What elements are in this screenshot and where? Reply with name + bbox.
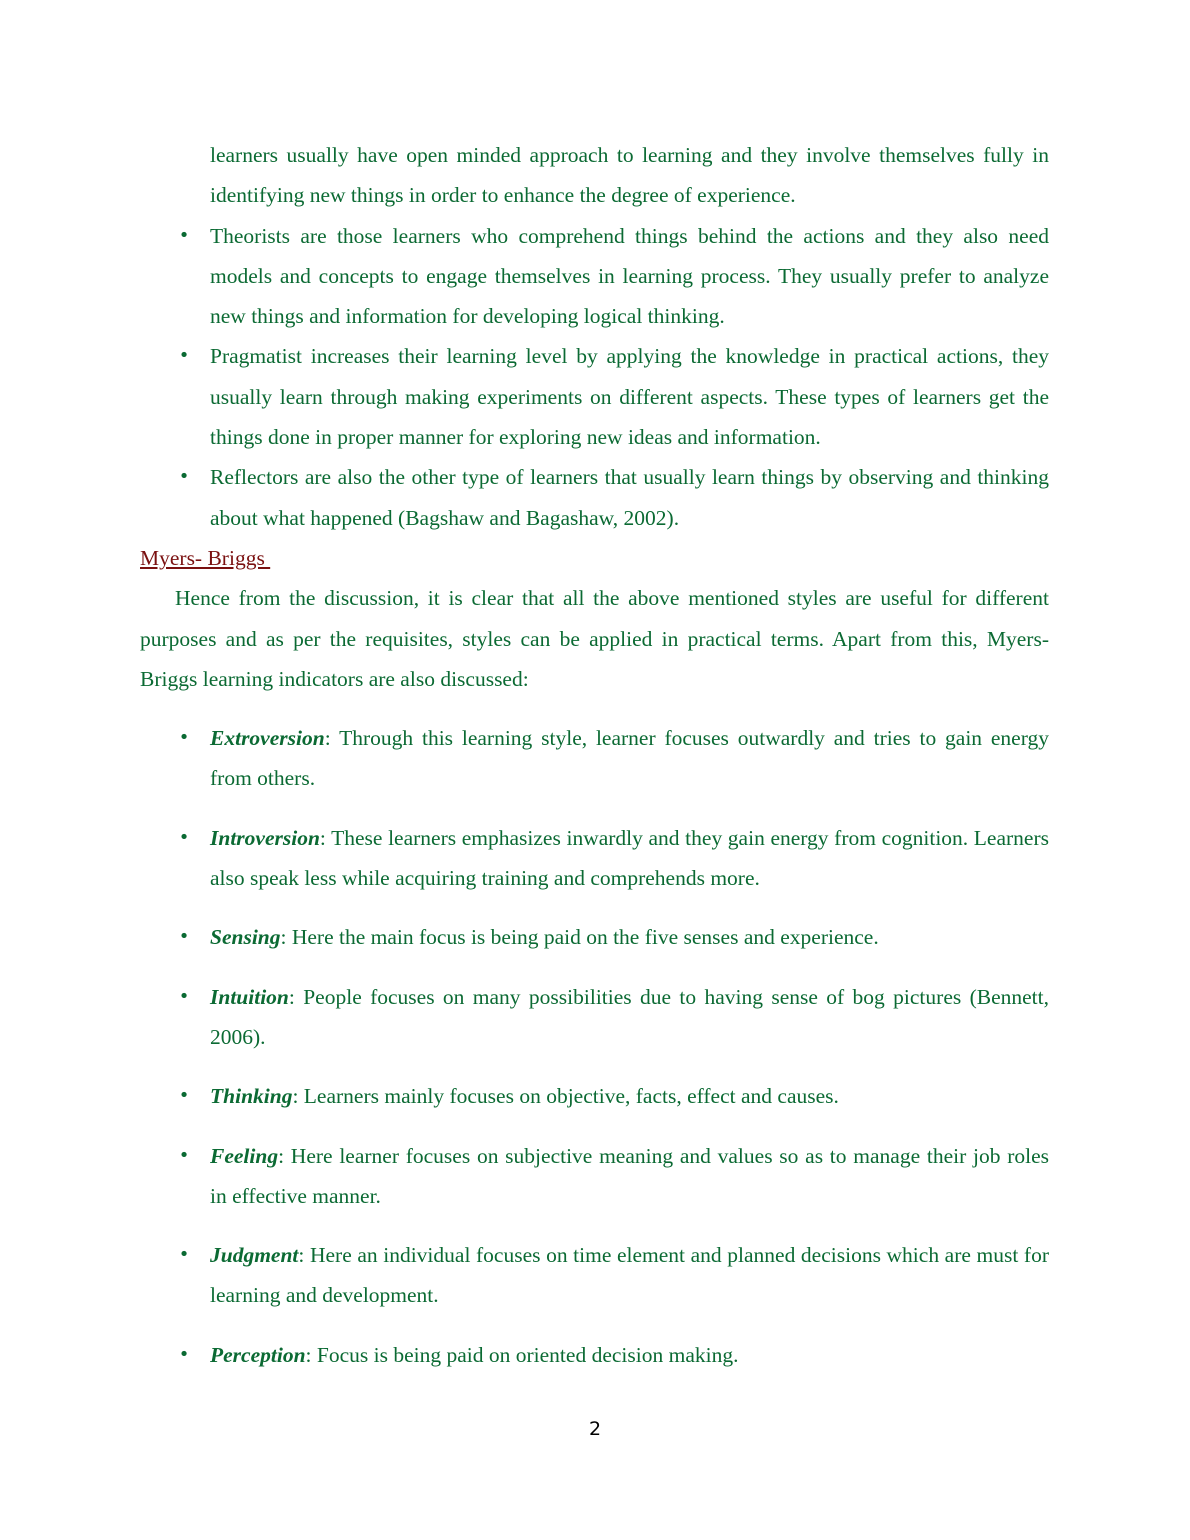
bullet-icon: • <box>178 224 190 246</box>
list-item-text: Theorists are those learners who comprehend things behind the actions and they also need models and concepts to engage themselves in learning process. They usually prefer to analyze new things and information for developing logical thinking. <box>210 223 1049 329</box>
bullet-icon: • <box>178 826 190 848</box>
document-page <box>140 135 1049 1394</box>
bullet-icon: • <box>178 1144 190 1166</box>
learning-styles-list <box>140 216 1049 538</box>
bullet-icon: • <box>178 926 190 948</box>
myers-briggs-list <box>140 718 1049 1375</box>
list-item-text: Reflectors are also the other type of learners that usually learn things by observing and thinking about what happened (Bagshaw and Bagashaw, 2002). <box>210 465 1049 530</box>
term-description: : People focuses on many possibilities due to having sense of bog pictures (Bennett, 2006). <box>210 984 1049 1049</box>
list-item-pragmatist <box>140 336 1049 457</box>
term-description: : Here learner focuses on subjective meaning and values so as to manage their job roles in effective manner. <box>210 1143 1049 1208</box>
term-label: Extroversion <box>210 726 325 751</box>
section-heading: Myers- Briggs <box>140 545 271 570</box>
term-description: : Here an individual focuses on time element and planned decisions which are must for learning and development. <box>210 1243 1049 1308</box>
list-item-intuition <box>140 977 1049 1058</box>
bullet-icon: • <box>178 1244 190 1266</box>
term-label: Thinking <box>210 1084 293 1109</box>
list-item-reflectors <box>140 457 1049 538</box>
list-item-feeling <box>140 1136 1049 1217</box>
term-label: Perception <box>210 1342 306 1367</box>
term-label: Intuition <box>210 984 289 1009</box>
list-item-sensing <box>140 917 1049 957</box>
list-item-introversion <box>140 818 1049 899</box>
list-item-perception <box>140 1335 1049 1375</box>
bullet-icon: • <box>178 727 190 749</box>
term-label: Sensing <box>210 925 281 950</box>
list-item-judgment <box>140 1235 1049 1316</box>
term-description: : Learners mainly focuses on objective, facts, effect and causes. <box>292 1084 839 1109</box>
term-label: Introversion <box>210 825 320 850</box>
term-label: Feeling <box>210 1143 279 1168</box>
term-description: : Through this learning style, learner focuses outwardly and tries to gain energy from others. <box>210 726 1049 791</box>
list-item-thinking <box>140 1076 1049 1116</box>
page-number: 2 <box>588 1418 602 1440</box>
bullet-icon: • <box>178 345 190 367</box>
term-label: Judgment <box>210 1243 299 1268</box>
term-description: : These learners emphasizes inwardly and they gain energy from cognition. Learners also speak less while acquiring training and comprehends more. <box>210 825 1049 891</box>
bullet-icon: • <box>178 466 190 488</box>
term-description: : Here the main focus is being paid on the five senses and experience. <box>280 925 879 950</box>
list-item-extroversion <box>140 718 1049 799</box>
list-item-theorists <box>140 216 1049 337</box>
continuation-paragraph: learners usually have open minded approach to learning and they involve themselves fully in identifying new things in order to enhance the degree of experience. <box>210 143 1049 208</box>
bullet-icon: • <box>178 1343 190 1365</box>
bullet-icon: • <box>178 985 190 1007</box>
term-description: : Focus is being paid on oriented decision making. <box>305 1342 739 1367</box>
intro-paragraph: Hence from the discussion, it is clear that all the above mentioned styles are useful for different purposes and as per the requisites, styles can be applied in practical terms. Apart from this, Myers- Briggs learning indicators are also discussed: <box>140 586 1049 691</box>
bullet-icon: • <box>178 1085 190 1107</box>
list-item-text: Pragmatist increases their learning level by applying the knowledge in practical actions, they usually learn through making experiments on different aspects. These types of learners get the things done in proper manner for exploring new ideas and information. <box>210 344 1049 450</box>
